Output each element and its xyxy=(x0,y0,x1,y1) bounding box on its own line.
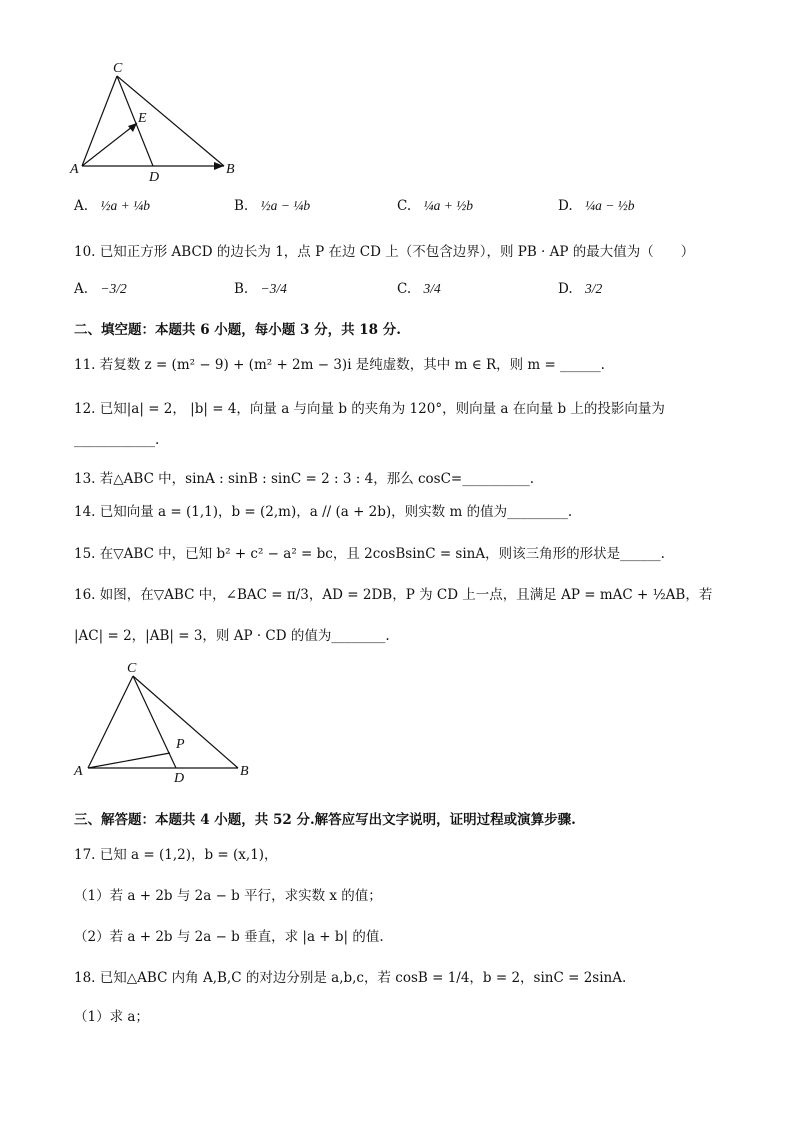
label-a: A xyxy=(70,162,79,177)
option-d[interactable] xyxy=(558,198,635,214)
question-12: 12. 已知|a| = 2， |b| = 4，向量 a 与向量 b 的夹角为 120°，则向量 a 在向量 b 上的投影向量为 xyxy=(74,401,665,417)
option-a[interactable] xyxy=(74,198,150,214)
label-b: B xyxy=(240,764,249,779)
section-heading-solutions: 三、解答题：本题共 4 小题，共 52 分.解答应写出文字说明，证明过程或演算步骤. xyxy=(74,812,576,828)
option-d[interactable] xyxy=(558,281,602,297)
label-p: P xyxy=(176,737,185,752)
figure-triangle-ace xyxy=(64,60,254,185)
question-17-part-2: （2）若 a + 2b 与 2a − b 垂直，求 |a + b| 的值. xyxy=(74,929,384,945)
question-15: 15. 在▽ABC 中，已知 b² + c² − a² = bc，且 2cosBsinC = sinA，则该三角形的形状是______. xyxy=(74,546,665,562)
option-letter: D. xyxy=(558,198,573,214)
label-c: C xyxy=(127,661,137,676)
question-17: 17. 已知 a = (1,2)，b = (x,1)， xyxy=(74,847,278,863)
option-b[interactable] xyxy=(234,198,310,214)
arrowhead-e xyxy=(128,123,137,132)
label-a: A xyxy=(74,764,83,779)
option-text: −3/4 xyxy=(260,281,287,296)
option-c[interactable] xyxy=(397,198,473,214)
option-text: ½a + ¼b xyxy=(100,198,150,213)
label-b: B xyxy=(226,162,235,177)
question-12-blank: ____________. xyxy=(74,432,160,448)
option-letter: A. xyxy=(74,198,89,214)
question-13: 13. 若△ABC 中，sinA : sinB : sinC = 2 : 3 : 4，那么 cosC=__________. xyxy=(74,471,535,487)
segment-cb xyxy=(133,676,238,768)
label-d: D xyxy=(149,170,160,185)
segment-cd xyxy=(133,676,176,768)
segment-cd xyxy=(117,76,153,166)
label-d: D xyxy=(174,771,185,785)
question-18: 18. 已知△ABC 内角 A,B,C 的对边分别是 a,b,c，若 cosB = 1/4，b = 2，sinC = 2sinA. xyxy=(74,970,627,986)
option-a[interactable] xyxy=(74,281,127,297)
question-18-part-1: （1）求 a； xyxy=(74,1009,149,1025)
option-text: ½a − ¼b xyxy=(260,198,311,213)
option-letter: B. xyxy=(234,281,249,297)
option-text: ¼a − ½b xyxy=(584,198,635,213)
label-e: E xyxy=(138,111,147,126)
question-11: 11. 若复数 z = (m² − 9) + (m² + 2m − 3)i 是纯虚数，其中 m ∈ R，则 m = ______. xyxy=(74,357,605,373)
label-c: C xyxy=(113,61,123,76)
arrowhead-b xyxy=(214,162,224,170)
question-17-part-1: （1）若 a + 2b 与 2a − b 平行，求实数 x 的值； xyxy=(74,888,382,904)
option-b[interactable] xyxy=(234,281,287,297)
option-letter: D. xyxy=(558,281,573,297)
segment-ap xyxy=(88,753,170,768)
segment-ac xyxy=(88,676,133,768)
option-letter: B. xyxy=(234,198,249,214)
section-heading-fill-in: 二、填空题：本题共 6 小题，每小题 3 分，共 18 分. xyxy=(74,322,401,338)
option-text: 3/4 xyxy=(423,281,441,296)
option-letter: C. xyxy=(397,198,412,214)
option-letter: A. xyxy=(74,281,89,297)
option-text: ¼a + ½b xyxy=(423,198,474,213)
figure-triangle-acp xyxy=(66,660,266,785)
question-16: 16. 如图，在▽ABC 中，∠BAC = π/3，AD = 2DB，P 为 CD 上一点，且满足 AP = mAC + ½AB，若 xyxy=(74,587,713,603)
question-10: 10. 已知正方形 ABCD 的边长为 1，点 P 在边 CD 上（不包含边界），则 PB · AP 的最大值为（ ） xyxy=(74,244,695,260)
question-16-cont: |AC| = 2，|AB| = 3，则 AP · CD 的值为________. xyxy=(74,628,390,644)
segment-cb xyxy=(117,76,224,166)
option-letter: C. xyxy=(397,281,412,297)
option-c[interactable] xyxy=(397,281,441,297)
option-text: 3/2 xyxy=(584,281,603,296)
question-14: 14. 已知向量 a = (1,1)，b = (2,m)，a // (a + 2b)，则实数 m 的值为_________. xyxy=(74,504,573,520)
option-text: −3/2 xyxy=(100,281,127,296)
